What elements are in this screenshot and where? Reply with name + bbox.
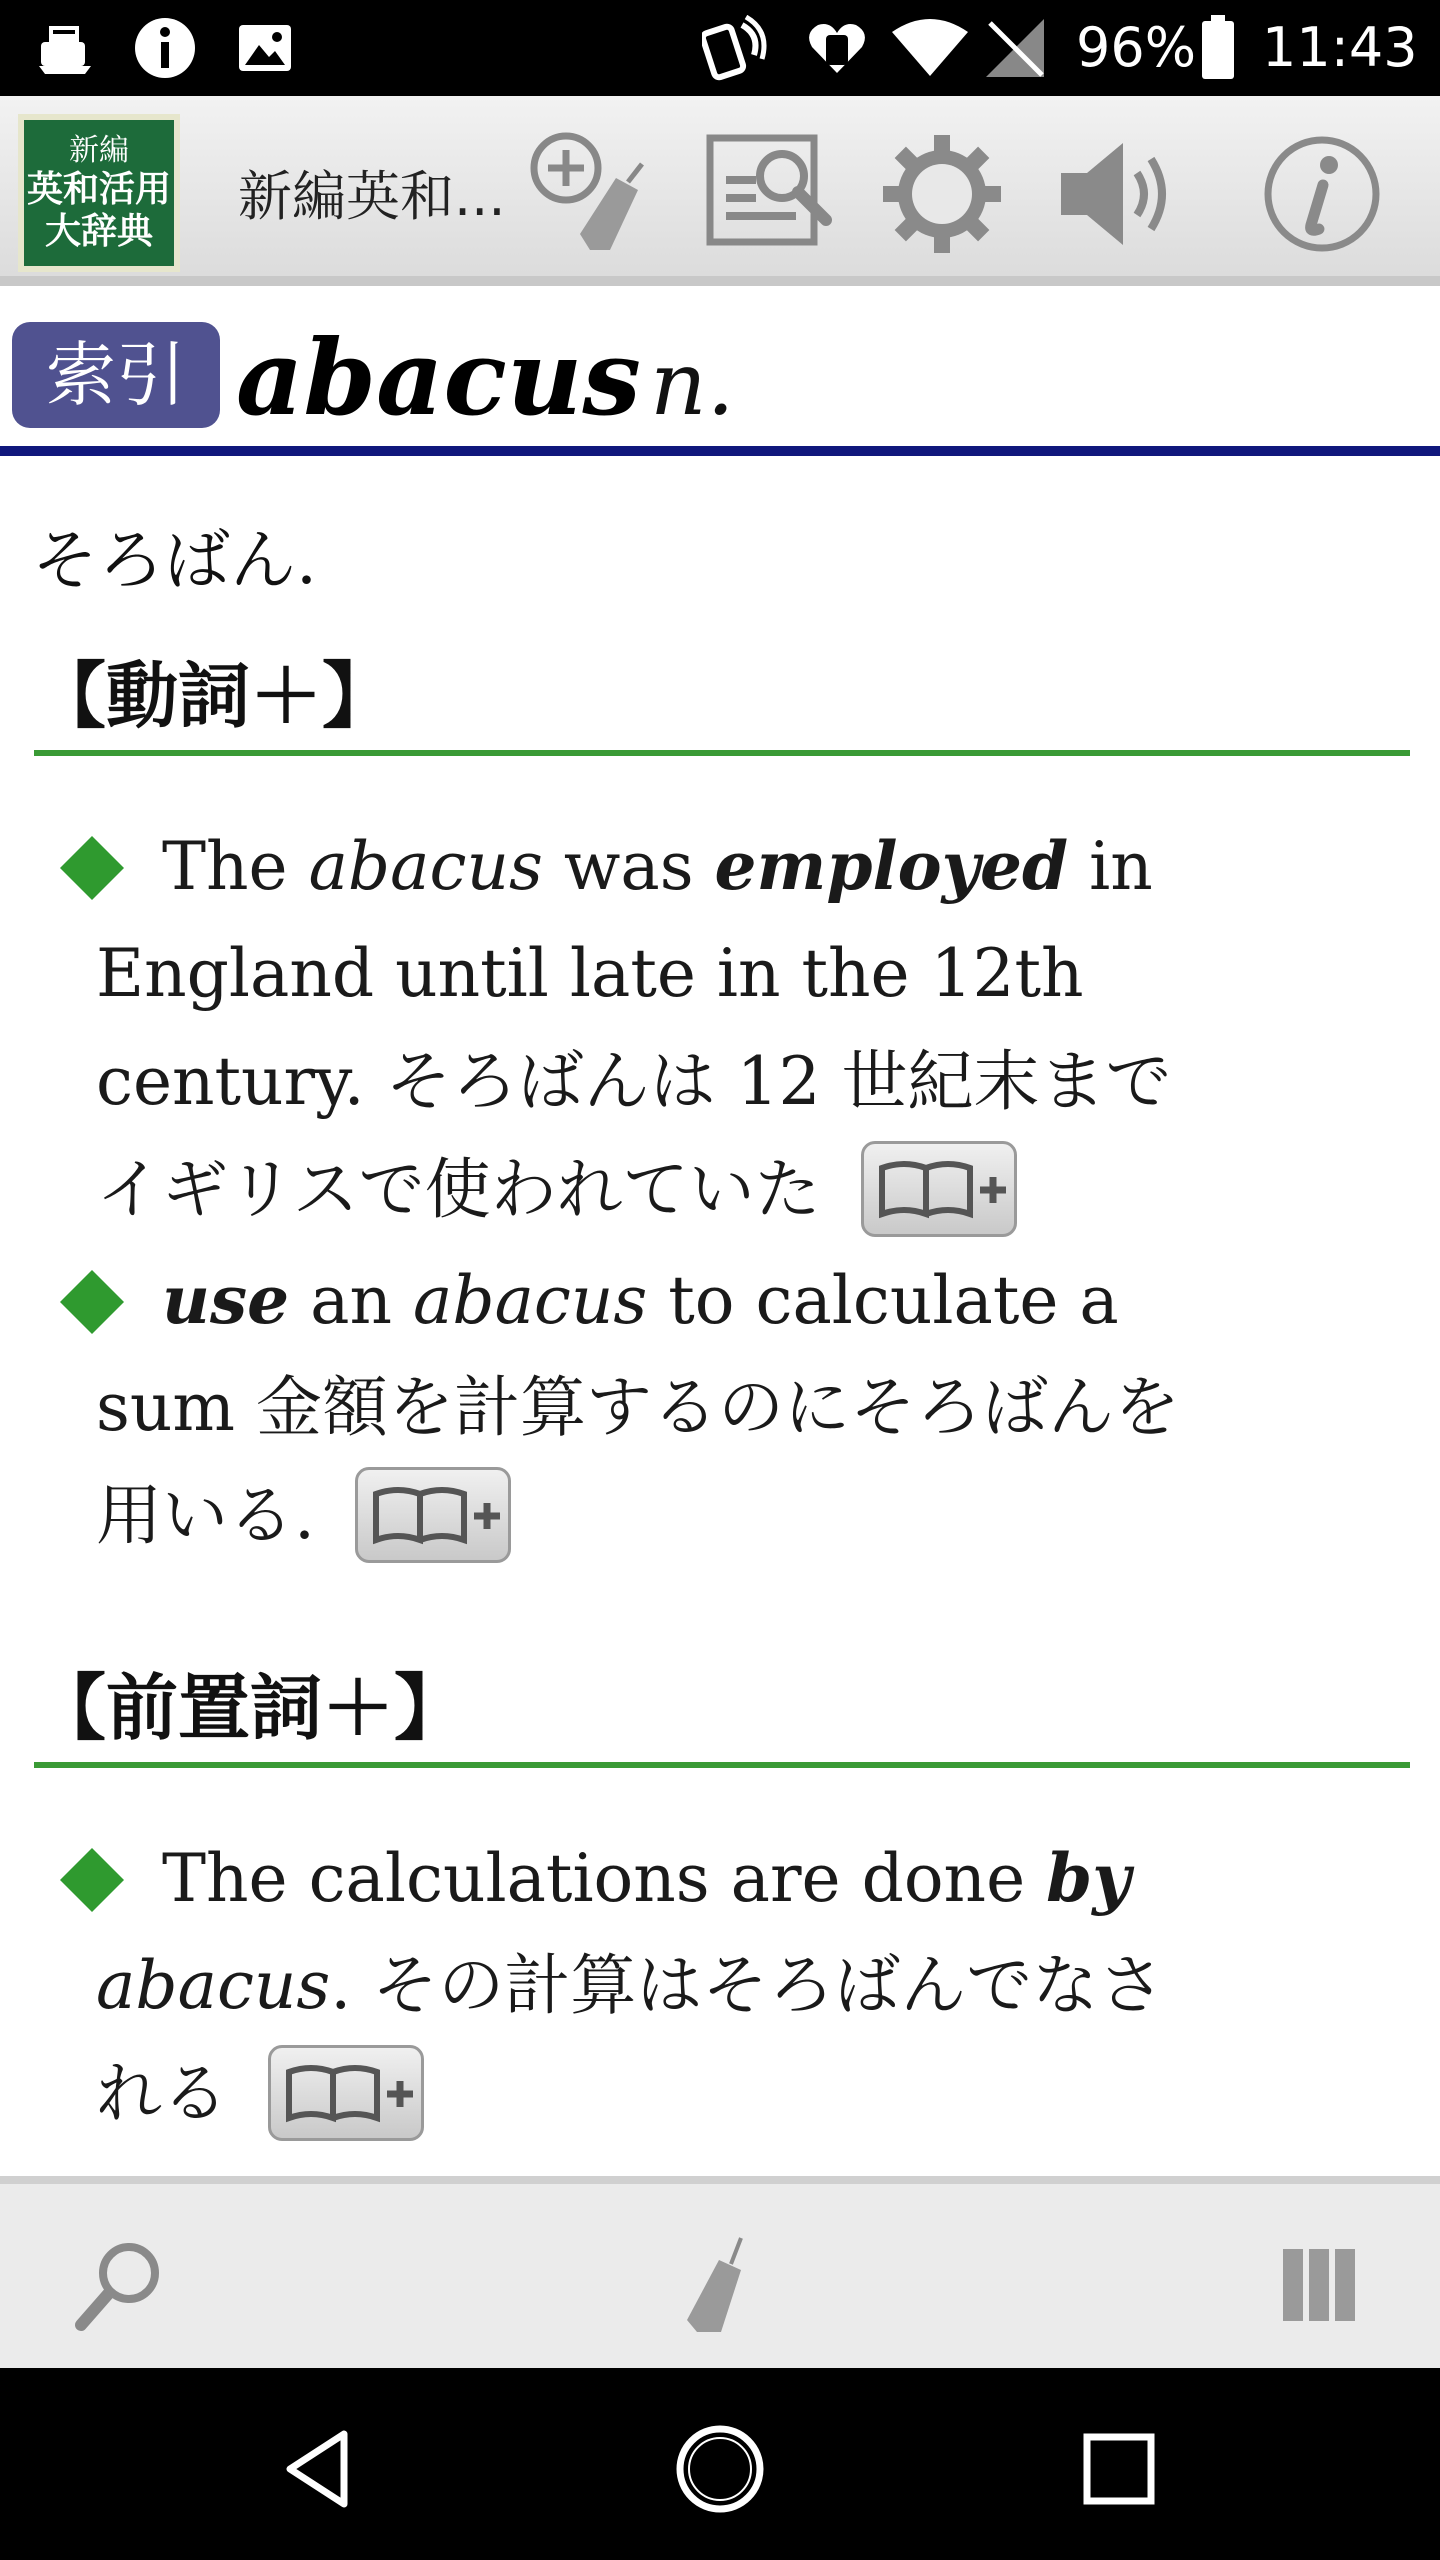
add-to-wordbook-button[interactable]: [861, 1141, 1017, 1237]
home-icon: [670, 2419, 770, 2519]
nfc-icon: [700, 14, 774, 82]
clock: 11:43: [1262, 16, 1418, 79]
add-to-wordbook-button[interactable]: [355, 1467, 511, 1563]
system-nav-bar: [0, 2368, 1440, 2560]
settings-button[interactable]: [872, 124, 1012, 264]
home-button[interactable]: [655, 2404, 785, 2534]
speaker-icon: [1053, 129, 1183, 259]
menu-columns-icon: [1275, 2239, 1365, 2329]
search-page-icon: [700, 124, 840, 264]
app-title: 新編英和...: [238, 165, 506, 228]
example-item: [50, 1824, 1390, 2132]
example-item: [50, 1246, 1390, 1554]
logo-line-2: 英和活用: [26, 168, 171, 210]
example-line: sum 金額を計算するのにそろばんを: [96, 1369, 1180, 1446]
notification-app-icon: [30, 14, 100, 82]
example-line: The calculations are done by: [162, 1839, 1131, 1917]
recents-button[interactable]: [1054, 2404, 1184, 2534]
diamond-bullet-icon: [60, 1270, 124, 1334]
entry-content: [0, 466, 1440, 2176]
definition: そろばん.: [32, 522, 317, 599]
add-bookmark-icon: [520, 124, 660, 264]
info-button[interactable]: [1252, 124, 1392, 264]
gear-icon: [877, 129, 1007, 259]
example-line: England until late in the 12th: [96, 935, 1084, 1012]
search-icon: [65, 2229, 175, 2339]
logo-line-3: 大辞典: [44, 210, 153, 252]
logo-line-1: 新編: [69, 133, 129, 168]
add-bookmark-button[interactable]: [520, 124, 660, 264]
index-button[interactable]: 索引: [12, 322, 220, 428]
add-to-wordbook-button[interactable]: [268, 2045, 424, 2141]
diamond-bullet-icon: [60, 836, 124, 900]
section-heading-verb: 【動詞＋】: [34, 646, 1410, 756]
headword: abacus: [236, 316, 641, 439]
search-button[interactable]: [50, 2214, 190, 2354]
book-plus-icon: [358, 1470, 508, 1560]
no-signal-icon: [980, 14, 1050, 82]
example-item: [50, 812, 1390, 1228]
bookmark-tag-icon: [665, 2224, 775, 2344]
wifi-icon: [888, 14, 972, 82]
speaker-button[interactable]: [1048, 124, 1188, 264]
app-toolbar: [0, 96, 1440, 286]
example-line: 用いる.: [96, 1462, 1180, 1570]
example-line: The abacus was employed in: [162, 827, 1153, 905]
health-icon: [800, 14, 874, 82]
recents-icon: [1079, 2429, 1159, 2509]
example-line: イギリスで使われていた: [96, 1136, 1172, 1244]
book-plus-icon: [864, 1144, 1014, 1234]
info-notification-icon: [130, 14, 200, 82]
image-notification-icon: [230, 14, 300, 82]
book-plus-icon: [271, 2048, 421, 2138]
menu-button[interactable]: [1250, 2214, 1390, 2354]
info-icon: [1257, 129, 1387, 259]
app-logo: [18, 114, 180, 272]
battery-percent: 96%: [1076, 16, 1197, 79]
diamond-bullet-icon: [60, 1848, 124, 1912]
back-button[interactable]: [256, 2404, 386, 2534]
headword-bar: [0, 296, 1440, 456]
part-of-speech: n.: [650, 332, 735, 435]
section-heading-preposition: 【前置詞＋】: [34, 1658, 1410, 1768]
search-page-button[interactable]: [700, 124, 840, 264]
example-line: century. そろばんは 12 世紀末まで: [96, 1043, 1172, 1120]
example-line: abacus. その計算はそろばんでなさ: [96, 1947, 1165, 2024]
status-bar: [0, 0, 1440, 96]
example-line: use an abacus to calculate a: [162, 1261, 1119, 1339]
battery-icon: [1196, 14, 1240, 82]
bookmark-button[interactable]: [650, 2214, 790, 2354]
example-line: れる: [96, 2040, 1164, 2148]
back-icon: [276, 2424, 366, 2514]
bottom-app-bar: [0, 2176, 1440, 2368]
